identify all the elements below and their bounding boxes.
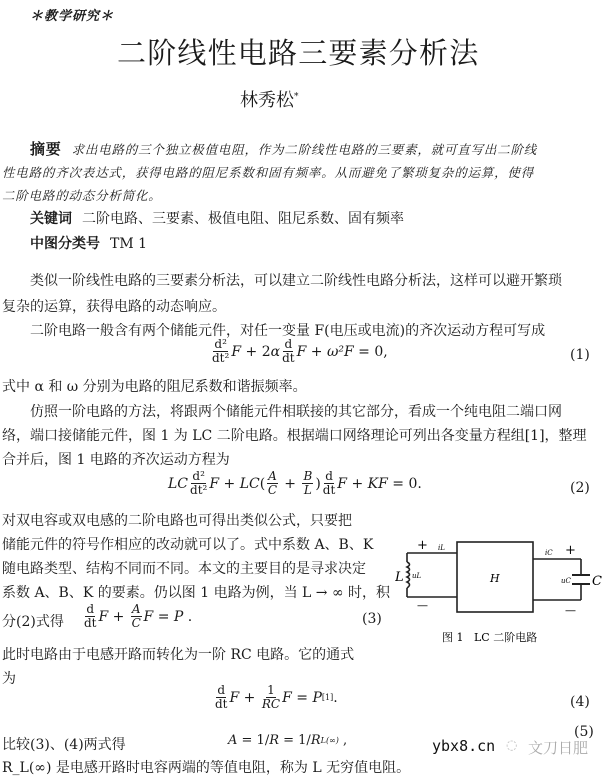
network-label: H xyxy=(490,572,500,585)
author-footnote-mark: * xyxy=(294,92,299,102)
abstract-line-1 xyxy=(30,138,537,159)
abstract-label: 摘要 xyxy=(30,140,62,158)
inductor-coil xyxy=(407,562,410,588)
lc-circuit-diagram xyxy=(395,536,611,646)
author xyxy=(240,86,299,112)
figure-caption: 图 1 LC 二阶电路 xyxy=(442,631,538,644)
equation-4: $\frac{d}{dt}$ F + $\frac{1}{RC}$ F = P [1] . xyxy=(215,683,338,711)
body-line: 仿照一阶电路的方法，将跟两个储能元件相联接的其它部分，看成一个纯电阻二端口网 xyxy=(30,404,562,420)
wechat-icon: ◌ xyxy=(506,738,518,753)
body-line: 式中 α 和 ω 分别为电路的阻尼系数和谐振频率。 xyxy=(2,379,307,395)
body-line: 比较(3)、(4)两式得 xyxy=(2,737,126,753)
abstract-line-3: 二阶电路的动态分析简化。 xyxy=(2,188,162,203)
body-line: 二阶电路一般含有两个储能元件，对任一变量 F(电压或电流)的齐次运动方程可写成 xyxy=(30,323,546,339)
abstract-text: 求出电路的三个独立极值电阻，作为二阶线性电路的三要素，就可直写出二阶线 xyxy=(71,142,538,157)
body-line: 络，端口接储能元件，图 1 为 LC 二阶电路。根据端口网络理论可列出各变量方程组[1]，整理 xyxy=(2,428,587,444)
body-line: 储能元件的符号作相应的改动就可以了。式中系数 A、B、K xyxy=(2,537,374,553)
classification xyxy=(30,233,147,253)
capacitor-label: C xyxy=(592,574,602,589)
inductor-voltage-label: uL xyxy=(412,572,422,580)
equation-2: LC $\frac{\text{d²}}{\text{dt²}}$ F + LC ( $\frac{A}{C}$ + $\frac{B}{L}$ ) $\frac{d}{dt}$ F + KF = 0. xyxy=(168,469,422,497)
watermark-site: ybx8.cn xyxy=(432,737,496,755)
body-line: 为 xyxy=(2,671,16,687)
equation-number: (5) xyxy=(574,724,594,740)
classification-value: TM 1 xyxy=(110,236,148,252)
keywords xyxy=(30,208,404,228)
body-line: 随电路类型、结构不同而不同。本文的主要目的是寻求决定 xyxy=(2,561,366,577)
inductor-label: L xyxy=(395,570,404,585)
keywords-value: 二阶电路、三要素、极值电阻、阻尼系数、固有频率 xyxy=(82,211,404,227)
plus-sign: + xyxy=(417,538,428,553)
minus-sign: — xyxy=(565,604,576,617)
equation-number: (4) xyxy=(570,694,590,710)
body-line: 此时电路由于电感开路而转化为一阶 RC 电路。它的通式 xyxy=(2,647,355,663)
body-line: 类似一阶线性电路的三要素分析法，可以建立二阶线性电路分析法，这样可以避开繁琐 xyxy=(30,273,562,289)
equation-number: (1) xyxy=(570,347,590,363)
body-line: 系数 A、B、K 的要素。仍以图 1 电路为例，当 L → ∞ 时，积 xyxy=(2,585,391,601)
equation-3: $\frac{d}{dt}$ F + $\frac{A}{C}$ F = P . xyxy=(84,602,193,630)
abstract-line-2: 性电路的齐次表达式，获得电路的阻尼系数和固有频率。从而避免了繁琐复杂的运算，使得 xyxy=(2,165,535,180)
paper-title: 二阶线性电路三要素分析法 xyxy=(117,36,480,70)
body-line: 分(2)式得 xyxy=(2,614,64,630)
body-line: 合并后，图 1 电路的齐次运动方程为 xyxy=(2,452,230,468)
minus-sign: — xyxy=(417,599,428,612)
inductor-current-label: iL xyxy=(438,544,445,552)
equation-number: (3) xyxy=(362,611,382,627)
capacitor-current-label: iC xyxy=(545,549,553,557)
body-line: R_L(∞) 是电感开路时电容两端的等值电阻，称为 L 无穷值电阻。 xyxy=(2,760,411,776)
equation-1: $\frac{\text{d²}}{\text{dt²}}$ F + 2 α $\frac{d}{dt}$ F + ω²F = 0, xyxy=(212,337,388,365)
watermark-account: 文刀日肥 xyxy=(528,739,589,757)
equation-5: A = 1/ R = 1/ R L(∞) , xyxy=(228,733,348,748)
body-line: 对双电容或双电感的二阶电路也可得出类似公式，只要把 xyxy=(2,513,352,529)
section-tag: ＊教学研究＊ xyxy=(30,9,115,24)
capacitor-voltage-label: uC xyxy=(561,577,571,585)
body-line: 复杂的运算，获得电路的动态响应。 xyxy=(2,299,226,315)
author-name: 林秀松 xyxy=(240,90,294,111)
keywords-label: 关键词 xyxy=(30,211,72,227)
equation-number: (2) xyxy=(570,480,590,496)
plus-sign: + xyxy=(565,543,576,558)
classification-label: 中图分类号 xyxy=(30,236,100,252)
